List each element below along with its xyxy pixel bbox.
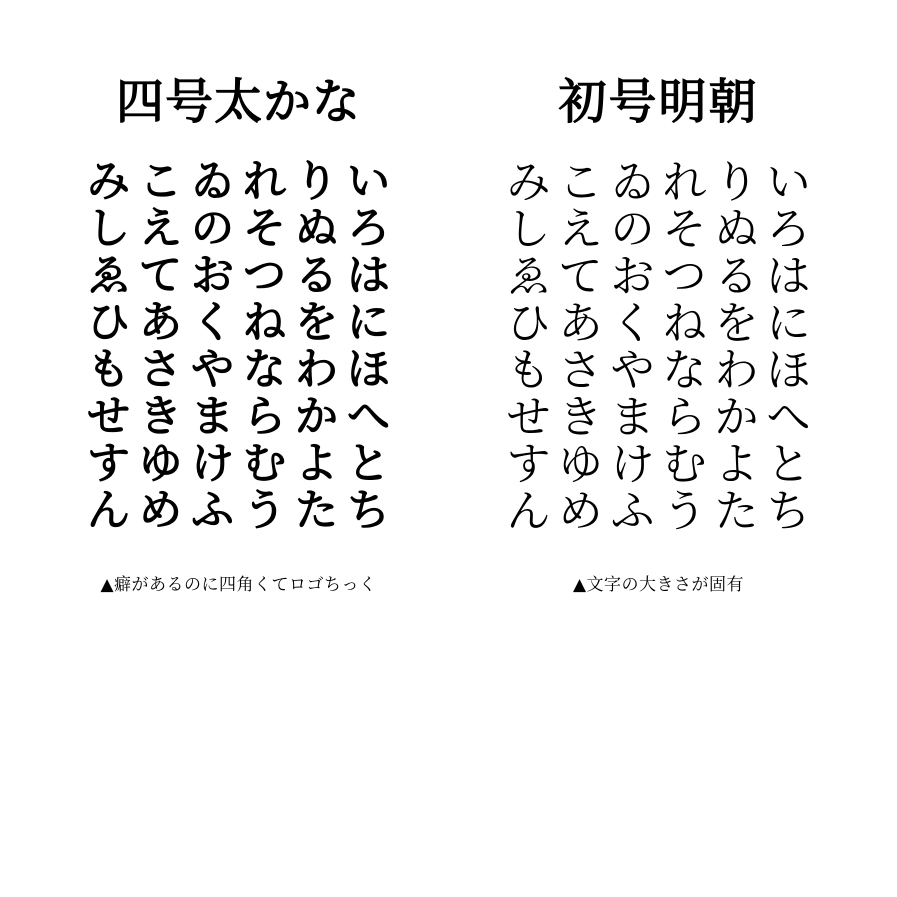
kana-cell: ふ (610, 486, 655, 537)
kana-cell: あ (139, 298, 182, 348)
kana-cell: け (191, 439, 234, 489)
kana-cell: ん (87, 486, 130, 536)
kana-cell: き (558, 392, 603, 443)
kana-cell: み (506, 157, 551, 208)
kana-cell: む (662, 439, 707, 490)
kana-cell: ま (191, 392, 234, 442)
kana-cell: い (347, 157, 390, 207)
specimen-yongo-futokana (29, 74, 449, 595)
kana-cell: に (766, 298, 811, 349)
kana-cell: る (714, 251, 759, 302)
kana-cell: ろ (347, 204, 390, 254)
kana-cell: さ (139, 345, 182, 395)
kana-cell: そ (662, 204, 707, 255)
kana-cell: せ (506, 392, 551, 443)
kana-cell: せ (87, 392, 130, 442)
specimen-caption: ▲癖があるのに四角くてロゴちっく (100, 575, 377, 595)
kana-cell: ぬ (714, 204, 759, 255)
kana-cell: き (139, 392, 182, 442)
kana-grid (503, 157, 815, 537)
kana-column (763, 157, 815, 537)
kana-cell: つ (243, 251, 286, 301)
kana-cell: み (87, 157, 130, 207)
kana-column (187, 157, 239, 536)
kana-cell: お (191, 251, 234, 301)
kana-cell: い (766, 157, 811, 208)
kana-cell: も (506, 345, 551, 396)
kana-cell: ん (506, 486, 551, 537)
kana-cell: に (347, 298, 390, 348)
kana-cell: な (243, 345, 286, 395)
kana-column (659, 157, 711, 537)
kana-column (503, 157, 555, 537)
kana-cell: ち (347, 486, 390, 536)
kana-cell: を (714, 298, 759, 349)
kana-cell: れ (243, 157, 286, 207)
kana-grid (83, 157, 395, 536)
kana-cell: て (139, 251, 182, 301)
kana-column (711, 157, 763, 537)
kana-cell: ち (766, 486, 811, 537)
kana-cell: ら (662, 392, 707, 443)
specimen-title: 四号太かな (115, 74, 361, 130)
kana-column (343, 157, 395, 536)
kana-cell: ゑ (506, 251, 551, 302)
kana-cell: か (714, 392, 759, 443)
kana-cell: の (610, 204, 655, 255)
kana-cell: ゐ (610, 157, 655, 208)
kana-cell: も (87, 345, 130, 395)
kana-cell: し (87, 204, 130, 254)
kana-column (83, 157, 135, 536)
kana-cell: つ (662, 251, 707, 302)
specimen-title: 初号明朝 (558, 74, 759, 130)
kana-cell: そ (243, 204, 286, 254)
kana-cell: ひ (506, 298, 551, 349)
kana-cell: や (610, 345, 655, 396)
kana-cell: あ (558, 298, 603, 349)
kana-cell: ふ (191, 486, 234, 536)
kana-cell: ぬ (295, 204, 338, 254)
kana-cell: れ (662, 157, 707, 208)
kana-cell: ゆ (558, 439, 603, 490)
kana-cell: と (766, 439, 811, 490)
kana-cell: う (243, 486, 286, 536)
kana-cell: す (506, 439, 551, 490)
kana-cell: ほ (766, 345, 811, 396)
kana-cell: く (191, 298, 234, 348)
kana-cell: お (610, 251, 655, 302)
kana-column (555, 157, 607, 537)
kana-cell: え (558, 204, 603, 255)
kana-cell: を (295, 298, 338, 348)
kana-cell: は (766, 251, 811, 302)
kana-cell: へ (766, 392, 811, 443)
kana-cell: こ (558, 157, 603, 208)
kana-cell: わ (295, 345, 338, 395)
kana-cell: め (558, 486, 603, 537)
kana-cell: こ (139, 157, 182, 207)
kana-cell: え (139, 204, 182, 254)
kana-cell: め (139, 486, 182, 536)
kana-cell: し (506, 204, 551, 255)
kana-cell: は (347, 251, 390, 301)
kana-cell: む (243, 439, 286, 489)
kana-cell: う (662, 486, 707, 537)
kana-cell: ら (243, 392, 286, 442)
kana-cell: り (714, 157, 759, 208)
specimen-comparison (0, 74, 897, 595)
kana-column (239, 157, 291, 536)
kana-cell: よ (714, 439, 759, 490)
kana-cell: る (295, 251, 338, 301)
kana-cell: わ (714, 345, 759, 396)
kana-cell: た (714, 486, 759, 537)
kana-cell: か (295, 392, 338, 442)
kana-cell: す (87, 439, 130, 489)
kana-cell: ね (662, 298, 707, 349)
kana-cell: ね (243, 298, 286, 348)
kana-cell: さ (558, 345, 603, 396)
kana-cell: と (347, 439, 390, 489)
kana-cell: の (191, 204, 234, 254)
kana-cell: や (191, 345, 234, 395)
kana-column (291, 157, 343, 536)
specimen-caption: ▲文字の大きさが固有 (572, 575, 745, 595)
kana-cell: な (662, 345, 707, 396)
kana-cell: ろ (766, 204, 811, 255)
kana-cell: り (295, 157, 338, 207)
kana-cell: ゑ (87, 251, 130, 301)
kana-column (607, 157, 659, 537)
kana-cell: て (558, 251, 603, 302)
kana-column (135, 157, 187, 536)
kana-cell: へ (347, 392, 390, 442)
kana-cell: ゐ (191, 157, 234, 207)
kana-cell: ほ (347, 345, 390, 395)
specimen-shogo-mincho (449, 74, 869, 595)
kana-cell: ひ (87, 298, 130, 348)
kana-cell: た (295, 486, 338, 536)
kana-cell: ゆ (139, 439, 182, 489)
kana-cell: け (610, 439, 655, 490)
kana-cell: ま (610, 392, 655, 443)
kana-cell: く (610, 298, 655, 349)
kana-cell: よ (295, 439, 338, 489)
